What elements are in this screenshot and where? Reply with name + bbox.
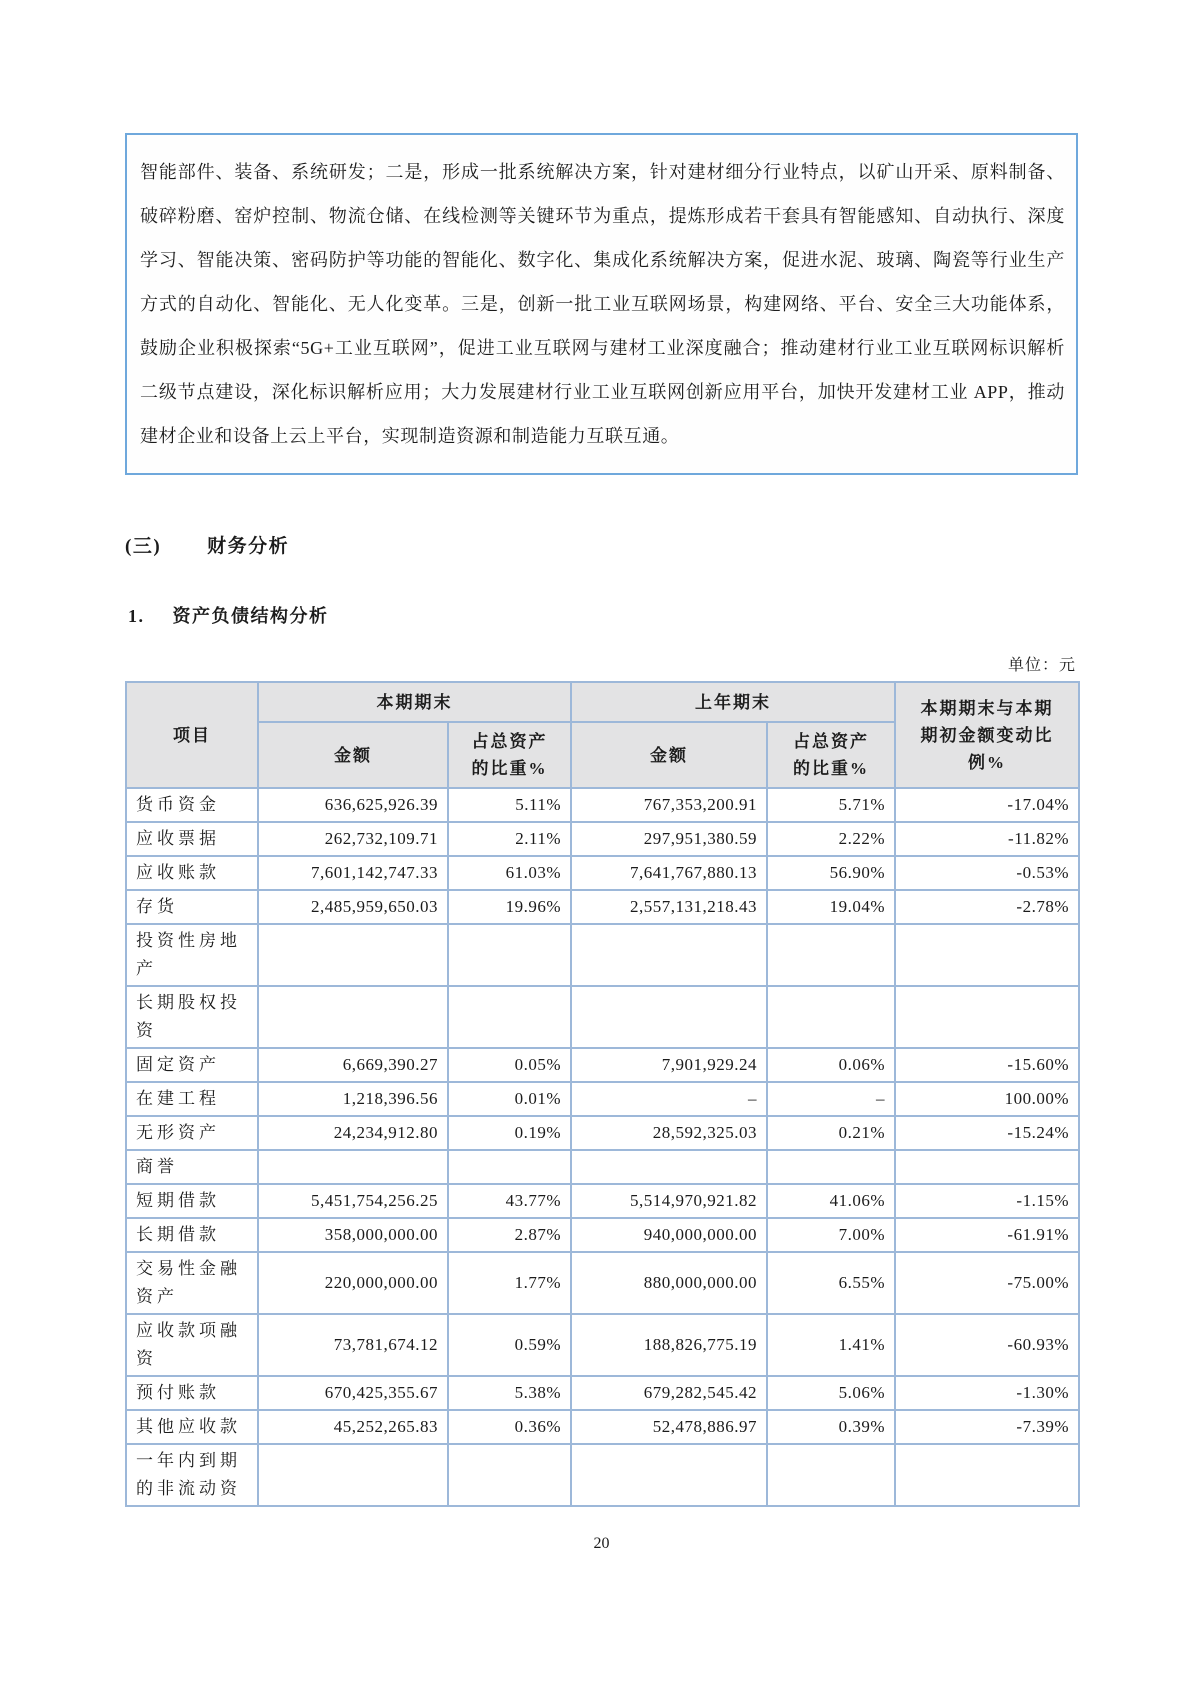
- current-ratio-cell: 2.11%: [448, 822, 571, 856]
- prior-amount-cell: 28,592,325.03: [571, 1116, 767, 1150]
- current-amount-cell: [258, 1150, 448, 1184]
- page-number: 20: [593, 1535, 610, 1552]
- item-cell: 投资性房地产: [126, 924, 258, 986]
- item-cell: 应收票据: [126, 822, 258, 856]
- prior-amount-cell: 188,826,775.19: [571, 1314, 767, 1376]
- section-heading-finance-analysis: [125, 531, 1078, 558]
- prior-ratio-cell: –: [767, 1082, 895, 1116]
- col-header-change-line3: 例%: [968, 752, 1006, 772]
- prior-ratio-cell: 41.06%: [767, 1184, 895, 1218]
- change-ratio-cell: -2.78%: [895, 890, 1079, 924]
- col-header-prior-period: 上年期末: [571, 682, 895, 722]
- prior-ratio-cell: 56.90%: [767, 856, 895, 890]
- table-row: [126, 822, 1079, 856]
- table-row: [126, 1218, 1079, 1252]
- current-amount-cell: 670,425,355.67: [258, 1376, 448, 1410]
- item-cell: 存货: [126, 890, 258, 924]
- current-ratio-cell: 5.11%: [448, 788, 571, 822]
- current-ratio-cell: 0.36%: [448, 1410, 571, 1444]
- col-header-ratio-line2: 的比重%: [793, 759, 869, 778]
- item-cell: 其他应收款: [126, 1410, 258, 1444]
- prior-amount-cell: [571, 1150, 767, 1184]
- prior-amount-cell: –: [571, 1082, 767, 1116]
- prior-ratio-cell: 2.22%: [767, 822, 895, 856]
- col-header-ratio-prior: [767, 722, 895, 788]
- item-cell: 交易性金融资产: [126, 1252, 258, 1314]
- prior-ratio-cell: [767, 986, 895, 1048]
- prior-ratio-cell: [767, 924, 895, 986]
- table-row: [126, 1252, 1079, 1314]
- change-ratio-cell: 100.00%: [895, 1082, 1079, 1116]
- col-header-ratio-line1: 占总资产: [471, 732, 548, 751]
- current-amount-cell: 220,000,000.00: [258, 1252, 448, 1314]
- prior-ratio-cell: 5.06%: [767, 1376, 895, 1410]
- current-amount-cell: 6,669,390.27: [258, 1048, 448, 1082]
- change-ratio-cell: -15.24%: [895, 1116, 1079, 1150]
- current-amount-cell: 358,000,000.00: [258, 1218, 448, 1252]
- item-cell: 固定资产: [126, 1048, 258, 1082]
- subsection-index: 1.: [128, 606, 145, 626]
- prior-ratio-cell: 6.55%: [767, 1252, 895, 1314]
- current-ratio-cell: 0.01%: [448, 1082, 571, 1116]
- current-amount-cell: 636,625,926.39: [258, 788, 448, 822]
- prior-amount-cell: 679,282,545.42: [571, 1376, 767, 1410]
- change-ratio-cell: -1.30%: [895, 1376, 1079, 1410]
- current-amount-cell: 45,252,265.83: [258, 1410, 448, 1444]
- current-ratio-cell: 0.59%: [448, 1314, 571, 1376]
- balance-table-body: [126, 788, 1079, 1506]
- table-row: [126, 890, 1079, 924]
- prior-amount-cell: 297,951,380.59: [571, 822, 767, 856]
- current-ratio-cell: 43.77%: [448, 1184, 571, 1218]
- table-row: [126, 1116, 1079, 1150]
- table-row: [126, 986, 1079, 1048]
- change-ratio-cell: -17.04%: [895, 788, 1079, 822]
- current-amount-cell: [258, 924, 448, 986]
- prior-ratio-cell: [767, 1150, 895, 1184]
- current-ratio-cell: 1.77%: [448, 1252, 571, 1314]
- col-header-item: 项目: [126, 682, 258, 788]
- prior-ratio-cell: 0.06%: [767, 1048, 895, 1082]
- section-index: (三): [125, 536, 162, 557]
- item-cell: 在建工程: [126, 1082, 258, 1116]
- current-ratio-cell: 19.96%: [448, 890, 571, 924]
- section-title: 财务分析: [207, 536, 290, 557]
- table-row: [126, 1150, 1079, 1184]
- balance-sheet-table: [125, 681, 1080, 1507]
- prior-ratio-cell: 0.21%: [767, 1116, 895, 1150]
- item-cell: 预付账款: [126, 1376, 258, 1410]
- change-ratio-cell: [895, 924, 1079, 986]
- item-cell: 商誉: [126, 1150, 258, 1184]
- prior-amount-cell: [571, 1444, 767, 1506]
- item-cell: 一年内到期的非流动资: [126, 1444, 258, 1506]
- table-row: [126, 1184, 1079, 1218]
- prior-ratio-cell: [767, 1444, 895, 1506]
- prior-ratio-cell: 1.41%: [767, 1314, 895, 1376]
- subsection-heading-balance-structure: [128, 602, 1078, 628]
- current-amount-cell: 5,451,754,256.25: [258, 1184, 448, 1218]
- col-header-current-period: 本期期末: [258, 682, 571, 722]
- change-ratio-cell: -7.39%: [895, 1410, 1079, 1444]
- change-ratio-cell: -15.60%: [895, 1048, 1079, 1082]
- table-header: [126, 682, 1079, 788]
- current-ratio-cell: 0.19%: [448, 1116, 571, 1150]
- current-ratio-cell: 61.03%: [448, 856, 571, 890]
- prior-amount-cell: 2,557,131,218.43: [571, 890, 767, 924]
- table-row: [126, 1410, 1079, 1444]
- item-cell: 无形资产: [126, 1116, 258, 1150]
- unit-label: 单位：元: [1007, 657, 1076, 674]
- current-amount-cell: 7,601,142,747.33: [258, 856, 448, 890]
- current-ratio-cell: [448, 986, 571, 1048]
- prior-ratio-cell: 7.00%: [767, 1218, 895, 1252]
- prior-amount-cell: 767,353,200.91: [571, 788, 767, 822]
- prior-amount-cell: 52,478,886.97: [571, 1410, 767, 1444]
- current-ratio-cell: [448, 1150, 571, 1184]
- prior-amount-cell: [571, 986, 767, 1048]
- change-ratio-cell: [895, 986, 1079, 1048]
- current-amount-cell: 2,485,959,650.03: [258, 890, 448, 924]
- col-header-ratio-line2: 的比重%: [471, 759, 548, 778]
- item-cell: 应收账款: [126, 856, 258, 890]
- item-cell: 长期借款: [126, 1218, 258, 1252]
- item-cell: 货币资金: [126, 788, 258, 822]
- col-header-amount-current: 金额: [258, 722, 448, 788]
- col-header-ratio-line1: 占总资产: [793, 732, 869, 751]
- item-cell: 应收款项融资: [126, 1314, 258, 1376]
- current-amount-cell: 73,781,674.12: [258, 1314, 448, 1376]
- subsection-title: 资产负债结构分析: [172, 606, 329, 626]
- table-row: [126, 1314, 1079, 1376]
- current-ratio-cell: 0.05%: [448, 1048, 571, 1082]
- table-row: [126, 856, 1079, 890]
- col-header-change-line1: 本期期末与本期: [920, 698, 1054, 718]
- current-amount-cell: 24,234,912.80: [258, 1116, 448, 1150]
- current-amount-cell: 1,218,396.56: [258, 1082, 448, 1116]
- prior-ratio-cell: 0.39%: [767, 1410, 895, 1444]
- col-header-ratio-current: [448, 722, 571, 788]
- change-ratio-cell: -0.53%: [895, 856, 1079, 890]
- col-header-amount-prior: 金额: [571, 722, 767, 788]
- table-row: [126, 788, 1079, 822]
- current-ratio-cell: 2.87%: [448, 1218, 571, 1252]
- col-header-change-line2: 期初金额变动比: [920, 725, 1054, 745]
- col-header-change: [895, 682, 1079, 788]
- prior-ratio-cell: 5.71%: [767, 788, 895, 822]
- current-amount-cell: 262,732,109.71: [258, 822, 448, 856]
- table-row: [126, 1444, 1079, 1506]
- header-row-1: [126, 682, 1079, 722]
- change-ratio-cell: [895, 1444, 1079, 1506]
- current-ratio-cell: [448, 924, 571, 986]
- current-amount-cell: [258, 1444, 448, 1506]
- prior-amount-cell: 7,901,929.24: [571, 1048, 767, 1082]
- change-ratio-cell: -11.82%: [895, 822, 1079, 856]
- prior-amount-cell: [571, 924, 767, 986]
- change-ratio-cell: -1.15%: [895, 1184, 1079, 1218]
- policy-paragraph: 智能部件、装备、系统研发；二是，形成一批系统解决方案，针对建材细分行业特点，以矿山开采、原料制备、破碎粉磨、窑炉控制、物流仓储、在线检测等关键环节为重点，提炼形成若干套具有智能感知、自动执行、深度学习、智能决策、密码防护等功能的智能化、数字化、集成化系统解决方案，促进水泥、玻璃、陶瓷等行业生产方式的自动化、智能化、无人化变革。三是，创新一批工业互联网场景，构建网络、平台、安全三大功能体系，鼓励企业积极探索“5G+工业互联网”，促进工业互联网与建材工业深度融合；推动建材行业工业互联网标识解析二级节点建设，深化标识解析应用；大力发展建材行业工业互联网创新应用平台，加快开发建材工业 APP，推动建材企业和设备上云上平台，实现制造资源和制造能力互联互通。: [140, 162, 1065, 446]
- prior-amount-cell: 940,000,000.00: [571, 1218, 767, 1252]
- current-ratio-cell: [448, 1444, 571, 1506]
- table-row: [126, 924, 1079, 986]
- item-cell: 短期借款: [126, 1184, 258, 1218]
- change-ratio-cell: -60.93%: [895, 1314, 1079, 1376]
- table-row: [126, 1048, 1079, 1082]
- change-ratio-cell: -75.00%: [895, 1252, 1079, 1314]
- item-cell: 长期股权投资: [126, 986, 258, 1048]
- current-ratio-cell: 5.38%: [448, 1376, 571, 1410]
- change-ratio-cell: [895, 1150, 1079, 1184]
- prior-amount-cell: 880,000,000.00: [571, 1252, 767, 1314]
- change-ratio-cell: -61.91%: [895, 1218, 1079, 1252]
- prior-ratio-cell: 19.04%: [767, 890, 895, 924]
- prior-amount-cell: 5,514,970,921.82: [571, 1184, 767, 1218]
- table-row: [126, 1082, 1079, 1116]
- prior-amount-cell: 7,641,767,880.13: [571, 856, 767, 890]
- policy-text-box: [125, 133, 1078, 475]
- current-amount-cell: [258, 986, 448, 1048]
- table-row: [126, 1376, 1079, 1410]
